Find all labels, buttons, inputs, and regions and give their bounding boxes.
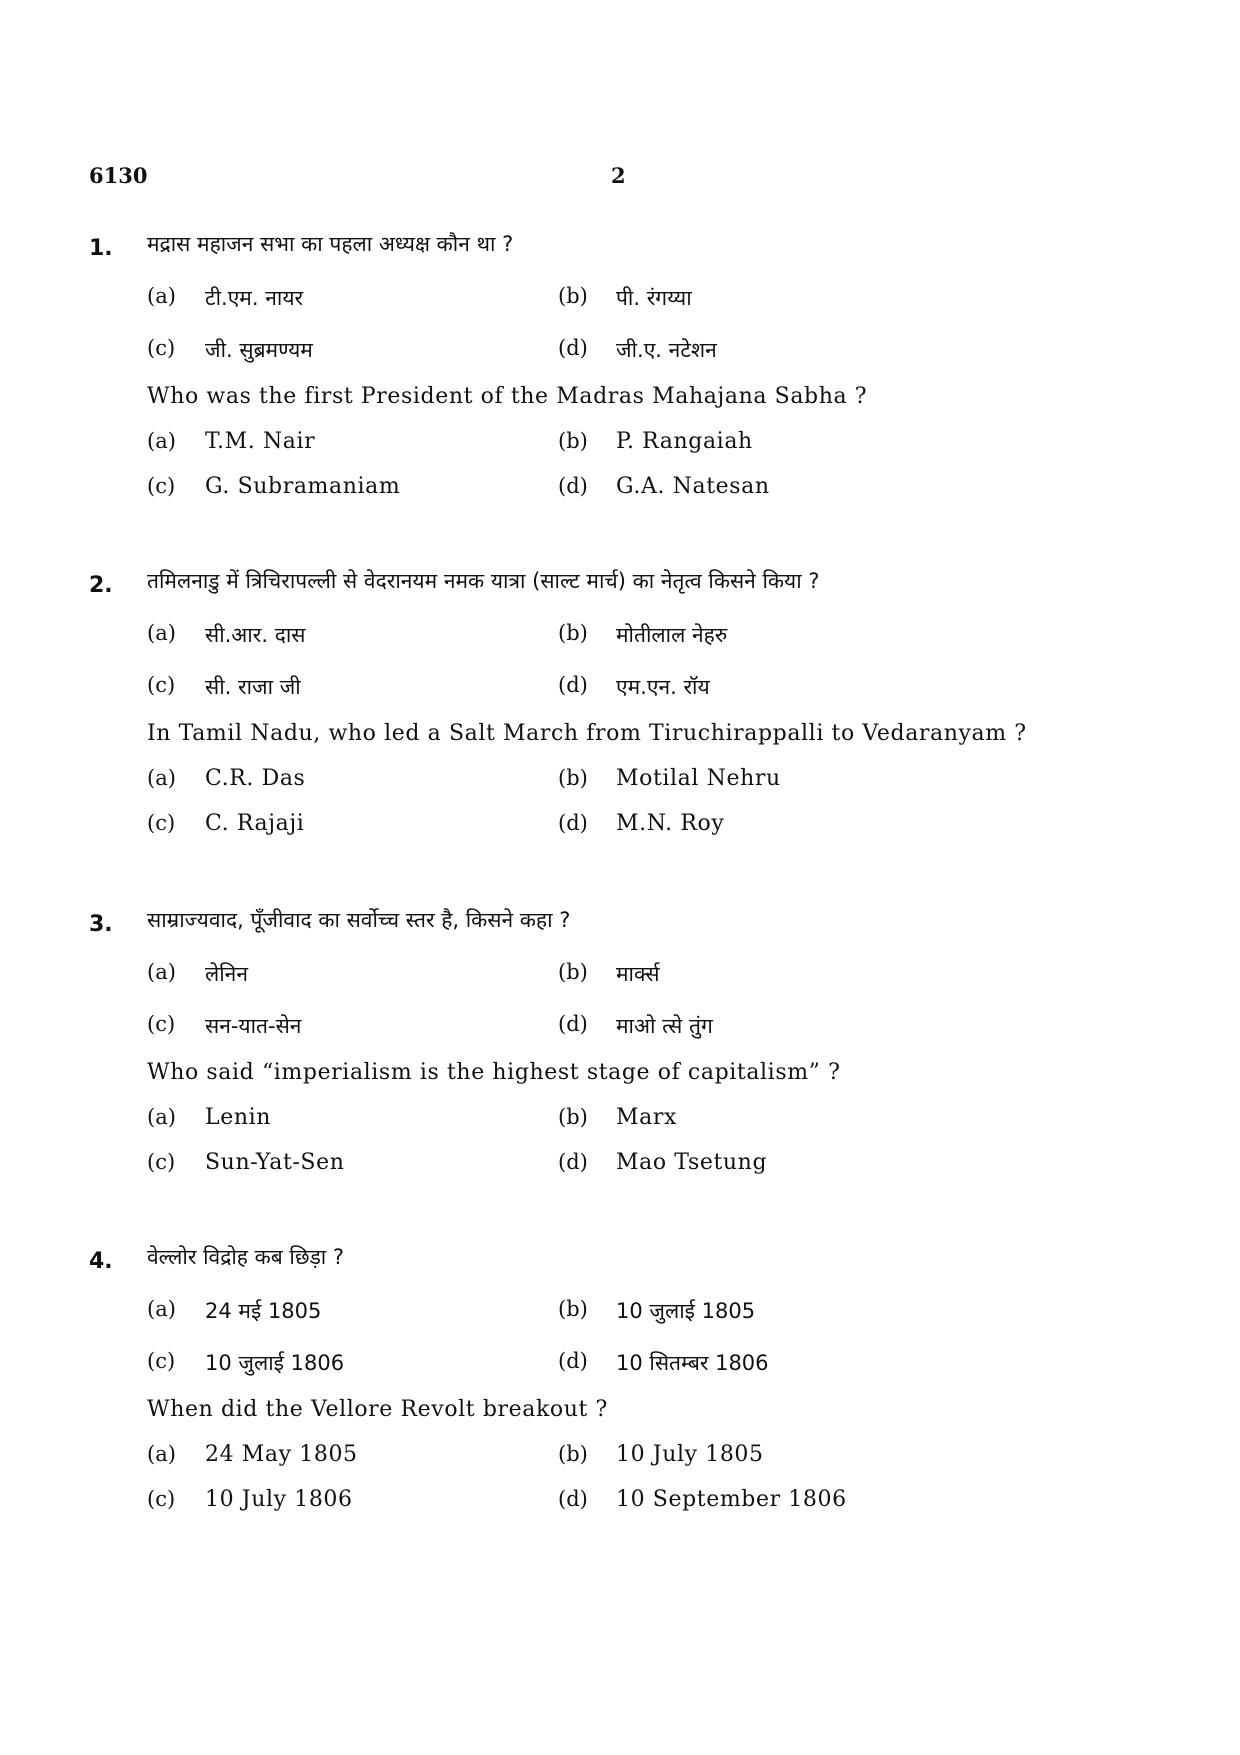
option-label: (b) [558,284,588,308]
option-label: (d) [558,336,588,360]
option-label: (a) [147,766,176,790]
option-text: C.R. Das [205,766,306,791]
option-label: (b) [558,960,588,984]
option-text: मोतीलाल नेहरु [616,623,728,647]
option-text: सी. राजा जी [205,675,301,699]
option-label: (c) [147,474,176,498]
page-number: 2 [611,163,626,188]
option-text: P. Rangaiah [616,429,753,454]
question-text-english: Who was the first President of the Madras Mahajana Sabha ? [147,384,868,409]
option-text: सी.आर. दास [205,623,306,647]
question-text-hindi: साम्राज्यवाद, पूँजीवाद का सर्वोच्च स्तर है, किसने कहा ? [147,908,571,932]
option-label: (b) [558,429,588,453]
option-text: पी. रंगय्या [616,286,692,310]
option-label: (c) [147,1487,176,1511]
option-text: जी.ए. नटेशन [616,338,717,362]
option-text: मार्क्स [616,962,660,986]
option-text: एम.एन. रॉय [616,675,710,699]
option-text: 10 सितम्बर 1806 [616,1351,769,1375]
option-text: सन-यात-सेन [205,1014,302,1038]
option-label: (d) [558,1012,588,1036]
question-number: 2. [89,573,113,598]
paper-code: 6130 [89,163,148,188]
option-label: (c) [147,811,176,835]
option-text: G. Subramaniam [205,474,401,499]
question-text-hindi: मद्रास महाजन सभा का पहला अध्यक्ष कौन था ? [147,232,514,256]
option-text: माओ त्से तुंग [616,1014,713,1038]
option-text: M.N. Roy [616,811,725,836]
option-text: T.M. Nair [205,429,316,454]
option-label: (b) [558,1105,588,1129]
option-text: Motilal Nehru [616,766,781,791]
option-label: (d) [558,811,588,835]
option-text: Mao Tsetung [616,1150,768,1175]
option-text: 24 मई 1805 [205,1299,322,1323]
option-label: (d) [558,1349,588,1373]
option-label: (c) [147,336,176,360]
option-label: (a) [147,1442,176,1466]
question-number: 4. [89,1249,113,1274]
option-label: (b) [558,766,588,790]
option-text: लेनिन [205,962,248,986]
question-text-english: When did the Vellore Revolt breakout ? [147,1397,608,1422]
question-text-hindi: तमिलनाडु में त्रिचिरापल्ली से वेदरानयम नमक यात्रा (साल्ट मार्च) का नेतृत्व किसने किया ? [147,569,820,593]
option-text: G.A. Natesan [616,474,770,499]
option-label: (d) [558,1150,588,1174]
question-text-hindi: वेल्लोर विद्रोह कब छिड़ा ? [147,1245,345,1269]
option-label: (a) [147,960,176,984]
option-text: 10 जुलाई 1806 [205,1351,345,1375]
question-text-english: In Tamil Nadu, who led a Salt March from Tiruchirappalli to Vedaranyam ? [147,721,1027,746]
option-label: (d) [558,1487,588,1511]
option-label: (c) [147,1012,176,1036]
option-label: (a) [147,284,176,308]
option-label: (d) [558,474,588,498]
question-number: 3. [89,912,113,937]
option-text: 24 May 1805 [205,1442,358,1467]
option-label: (d) [558,673,588,697]
option-label: (c) [147,1349,176,1373]
option-text: 10 July 1805 [616,1442,764,1467]
option-text: 10 September 1806 [616,1487,847,1512]
option-label: (b) [558,621,588,645]
option-label: (c) [147,1150,176,1174]
option-label: (a) [147,1105,176,1129]
option-label: (b) [558,1442,588,1466]
option-text: Sun-Yat-Sen [205,1150,345,1175]
option-text: Marx [616,1105,677,1130]
question-text-english: Who said “imperialism is the highest stage of capitalism” ? [147,1060,841,1085]
option-text: C. Rajaji [205,811,305,836]
option-text: 10 July 1806 [205,1487,353,1512]
option-label: (a) [147,621,176,645]
option-text: Lenin [205,1105,272,1130]
option-label: (a) [147,429,176,453]
question-number: 1. [89,236,113,261]
option-label: (b) [558,1297,588,1321]
option-text: जी. सुब्रमण्यम [205,338,313,362]
option-text: टी.एम. नायर [205,286,304,310]
option-text: 10 जुलाई 1805 [616,1299,756,1323]
option-label: (c) [147,673,176,697]
option-label: (a) [147,1297,176,1321]
